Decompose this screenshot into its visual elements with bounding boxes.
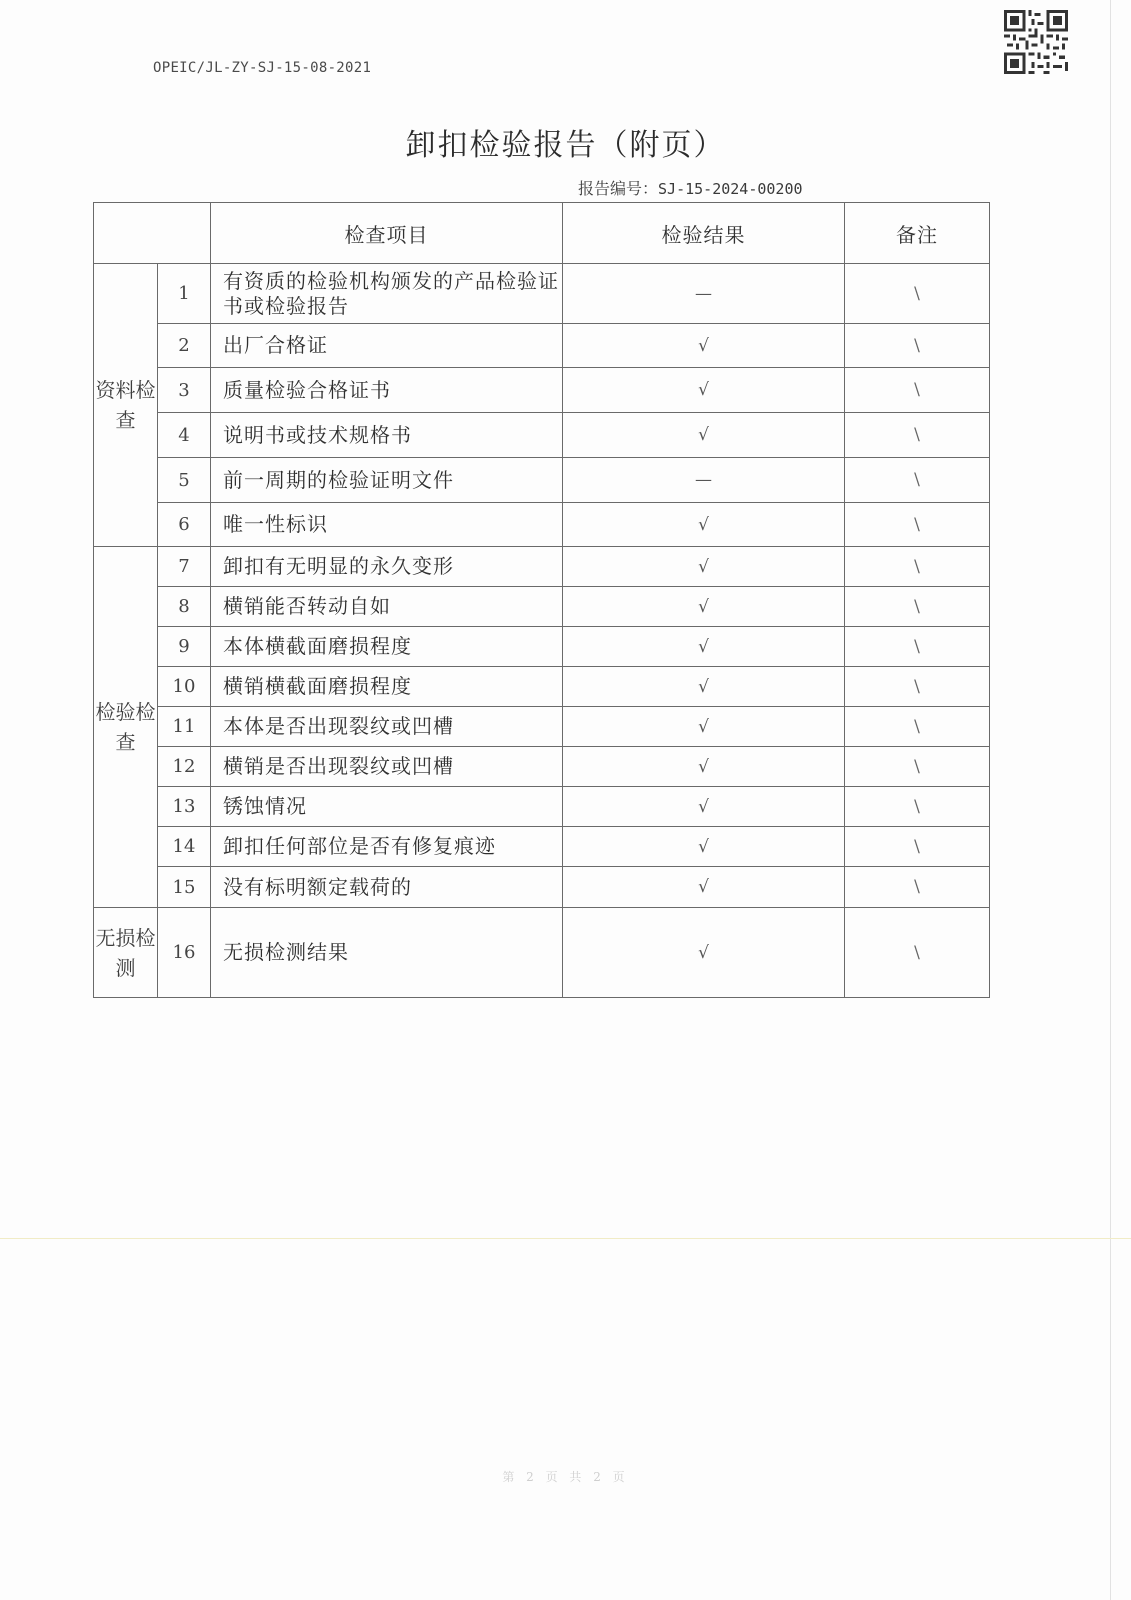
table-row — [94, 368, 990, 413]
row-number: 3 — [158, 368, 211, 413]
check-note: \ — [845, 413, 990, 458]
qr-code-icon — [1004, 10, 1068, 74]
row-number: 5 — [158, 458, 211, 503]
table-row — [94, 867, 990, 908]
check-item: 横销横截面磨损程度 — [211, 667, 563, 707]
check-note: \ — [845, 587, 990, 627]
table-row — [94, 458, 990, 503]
check-result: √ — [563, 547, 845, 587]
column-header-result: 检验结果 — [563, 203, 845, 264]
check-result: √ — [563, 707, 845, 747]
page-footer: 第 2 页 共 2 页 — [502, 1470, 629, 1484]
column-header-item: 检查项目 — [211, 203, 563, 264]
check-item: 唯一性标识 — [211, 503, 563, 547]
page-edge-line — [1110, 0, 1111, 1600]
table-row — [94, 627, 990, 667]
check-item: 卸扣任何部位是否有修复痕迹 — [211, 827, 563, 867]
check-item: 没有标明额定载荷的 — [211, 867, 563, 908]
report-number-value: SJ-15-2024-00200 — [658, 180, 803, 198]
table-row — [94, 908, 990, 998]
check-result: √ — [563, 503, 845, 547]
header-corner-cell — [94, 203, 211, 264]
check-result: √ — [563, 787, 845, 827]
row-number: 16 — [158, 908, 211, 998]
group-label-inspection: 检验检查 — [94, 547, 158, 908]
table-row — [94, 324, 990, 368]
table-row — [94, 264, 990, 324]
table-row — [94, 667, 990, 707]
group-label-ndt: 无损检测 — [94, 908, 158, 998]
document-code: OPEIC/JL-ZY-SJ-15-08-2021 — [153, 60, 372, 76]
row-number: 15 — [158, 867, 211, 908]
check-result: √ — [563, 867, 845, 908]
table-row — [94, 547, 990, 587]
scan-separator-line — [0, 1238, 1131, 1239]
check-result: √ — [563, 627, 845, 667]
row-number: 4 — [158, 413, 211, 458]
check-result: — — [563, 458, 845, 503]
check-item: 本体横截面磨损程度 — [211, 627, 563, 667]
table-row — [94, 787, 990, 827]
row-number: 6 — [158, 503, 211, 547]
report-number-label: 报告编号： — [578, 179, 659, 198]
check-item: 卸扣有无明显的永久变形 — [211, 547, 563, 587]
check-note: \ — [845, 458, 990, 503]
table-row — [94, 413, 990, 458]
table-row — [94, 707, 990, 747]
table-header-row — [94, 203, 990, 264]
check-item: 前一周期的检验证明文件 — [211, 458, 563, 503]
check-result: √ — [563, 908, 845, 998]
check-note: \ — [845, 324, 990, 368]
check-result: √ — [563, 324, 845, 368]
row-number: 13 — [158, 787, 211, 827]
check-item: 有资质的检验机构颁发的产品检验证书或检验报告 — [211, 264, 563, 324]
column-header-note: 备注 — [845, 203, 990, 264]
check-note: \ — [845, 547, 990, 587]
check-note: \ — [845, 827, 990, 867]
table-row — [94, 747, 990, 787]
check-item: 无损检测结果 — [211, 908, 563, 998]
check-item: 出厂合格证 — [211, 324, 563, 368]
check-item: 锈蚀情况 — [211, 787, 563, 827]
row-number: 7 — [158, 547, 211, 587]
table-row — [94, 827, 990, 867]
check-note: \ — [845, 787, 990, 827]
check-note: \ — [845, 503, 990, 547]
inspection-table — [93, 202, 990, 998]
check-item: 质量检验合格证书 — [211, 368, 563, 413]
check-result: √ — [563, 587, 845, 627]
check-note: \ — [845, 264, 990, 324]
row-number: 9 — [158, 627, 211, 667]
check-note: \ — [845, 368, 990, 413]
row-number: 12 — [158, 747, 211, 787]
row-number: 10 — [158, 667, 211, 707]
check-item: 横销能否转动自如 — [211, 587, 563, 627]
report-number — [578, 176, 803, 199]
row-number: 8 — [158, 587, 211, 627]
check-item: 本体是否出现裂纹或凹槽 — [211, 707, 563, 747]
check-item: 横销是否出现裂纹或凹槽 — [211, 747, 563, 787]
page-title: 卸扣检验报告（附页） — [405, 128, 726, 163]
row-number: 14 — [158, 827, 211, 867]
check-result: √ — [563, 747, 845, 787]
check-note: \ — [845, 707, 990, 747]
check-note: \ — [845, 908, 990, 998]
table-row — [94, 587, 990, 627]
check-note: \ — [845, 747, 990, 787]
row-number: 11 — [158, 707, 211, 747]
check-result: √ — [563, 667, 845, 707]
group-label-documents: 资料检查 — [94, 264, 158, 547]
check-item: 说明书或技术规格书 — [211, 413, 563, 458]
table-row — [94, 503, 990, 547]
check-result: — — [563, 264, 845, 324]
check-result: √ — [563, 368, 845, 413]
check-result: √ — [563, 827, 845, 867]
check-result: √ — [563, 413, 845, 458]
check-note: \ — [845, 867, 990, 908]
check-note: \ — [845, 667, 990, 707]
row-number: 2 — [158, 324, 211, 368]
check-note: \ — [845, 627, 990, 667]
row-number: 1 — [158, 264, 211, 324]
